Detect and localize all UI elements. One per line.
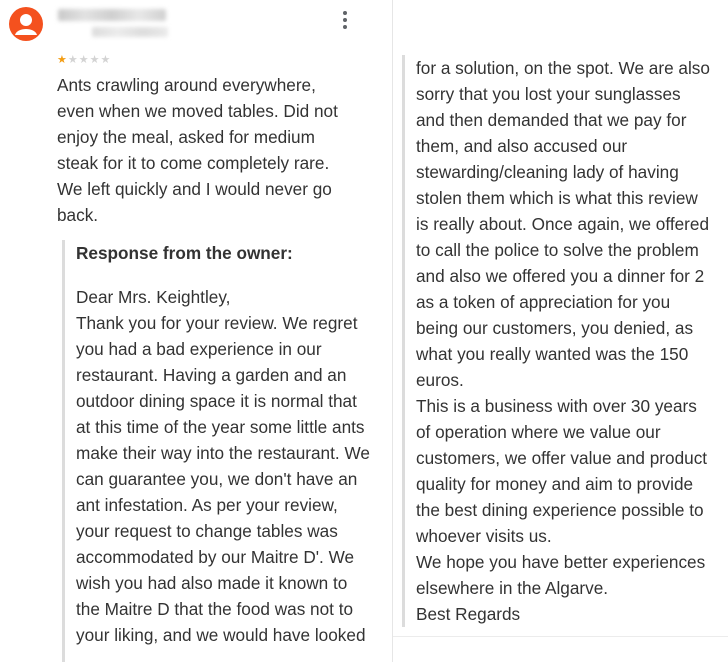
star-empty-icon: ★ (89, 54, 101, 66)
review-text-line: enjoy the meal, asked for medium (57, 127, 315, 147)
response-text-line: can guarantee you, we don't have an (76, 469, 358, 489)
response-text-line: Best Regards (416, 604, 521, 624)
response-text-line: ant infestation. As per your review, (76, 495, 338, 515)
response-text-line: stolen them which is what this review (416, 188, 698, 208)
review-text (57, 72, 377, 228)
response-text-line: for a solution, on the spot. We are also (416, 58, 710, 78)
response-text-line: wish you had also made it known to (76, 573, 348, 593)
review-text-line: even when we moved tables. Did not (57, 101, 338, 121)
response-text-line: This is a business with over 30 years (416, 396, 697, 416)
response-header: Response from the owner: (76, 243, 293, 263)
star-filled-icon: ★ (57, 54, 68, 66)
response-text-line: your liking, and we would have looked (76, 625, 366, 645)
owner-response (62, 240, 385, 662)
response-text-line: We hope you have better experiences (416, 552, 706, 572)
star-empty-icon: ★ (78, 54, 90, 66)
response-text-line: them, and also accused our (416, 136, 628, 156)
response-text-line: customers, we offer value and product (416, 448, 708, 468)
response-text-part2 (402, 55, 728, 627)
review-text-line: back. (57, 205, 99, 225)
response-text-line: Dear Mrs. Keightley, (76, 287, 231, 307)
star-empty-icon: ★ (67, 54, 79, 66)
response-text-line: elsewhere in the Algarve. (416, 578, 609, 598)
review-text-line: Ants crawling around everywhere, (57, 75, 316, 95)
response-text-line: being our customers, you denied, as (416, 318, 694, 338)
response-text-line: is really about. Once again, we offered (416, 214, 710, 234)
review-pane-right (392, 0, 728, 662)
response-text-line: what you really wanted was the 150 (416, 344, 689, 364)
response-text-line: your request to change tables was (76, 521, 338, 541)
response-text-line: to call the police to solve the problem (416, 240, 699, 260)
response-text-line: you had a bad experience in our (76, 339, 322, 359)
response-text-line: make their way into the restaurant. We (76, 443, 370, 463)
response-text-line: of operation where we value our (416, 422, 661, 442)
response-text-line: accommodated by our Maitre D'. We (76, 547, 355, 567)
response-text-line: Thank you for your review. We regret (76, 313, 358, 333)
response-text-line: at this time of the year some little ants (76, 417, 365, 437)
review-text-line: steak for it to come completely rare. (57, 153, 330, 173)
response-text-line: sorry that you lost your sunglasses (416, 84, 681, 104)
response-text-line: as a token of appreciation for you (416, 292, 671, 312)
response-text-line: stewarding/cleaning lady of having (416, 162, 679, 182)
reviewer-avatar[interactable] (9, 7, 43, 41)
response-text-line: and also we offered you a dinner for 2 (416, 266, 705, 286)
reviewer-meta-blurred (92, 27, 168, 37)
response-text-line: outdoor dining space it is normal that (76, 391, 357, 411)
more-vertical-icon[interactable] (336, 8, 354, 32)
divider (393, 636, 728, 637)
response-text-line: the Maitre D that the food was not to (76, 599, 354, 619)
response-text-line: restaurant. Having a garden and an (76, 365, 347, 385)
response-text-line: quality for money and aim to provide (416, 474, 694, 494)
star-empty-icon: ★ (100, 54, 112, 66)
response-text-line: the best dining experience possible to (416, 500, 704, 520)
reviewer-name-blurred[interactable] (58, 9, 166, 21)
response-text-line: and then demanded that we pay for (416, 110, 687, 130)
person-icon (9, 7, 43, 41)
response-text-line: whoever visits us. (416, 526, 552, 546)
response-text-line: euros. (416, 370, 464, 390)
review-text-line: We left quickly and I would never go (57, 179, 332, 199)
response-text-part1 (76, 284, 380, 648)
star-rating (57, 53, 111, 67)
